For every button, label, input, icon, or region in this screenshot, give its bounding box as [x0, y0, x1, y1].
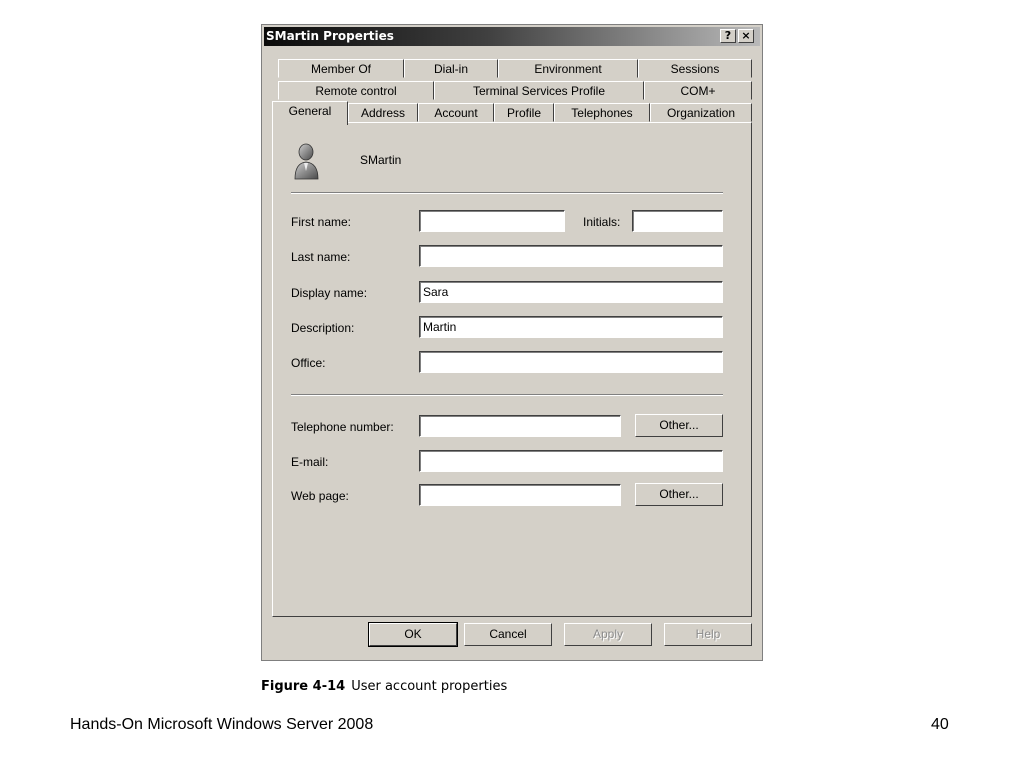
close-icon[interactable]: ×	[738, 29, 754, 43]
first-name-label: First name:	[291, 215, 352, 229]
display-name-label: Display name:	[291, 286, 368, 300]
telephone-field[interactable]	[419, 415, 621, 437]
ok-button[interactable]: OK	[369, 623, 457, 646]
tab-com-plus[interactable]: COM+	[644, 81, 752, 100]
tab-environment[interactable]: Environment	[498, 59, 638, 78]
office-label: Office:	[291, 356, 326, 370]
dialog-title: SMartin Properties	[266, 29, 394, 43]
display-name-field[interactable]: Sara	[419, 281, 723, 303]
web-page-field[interactable]	[419, 484, 621, 506]
tab-profile[interactable]: Profile	[494, 103, 554, 122]
cancel-button[interactable]: Cancel	[464, 623, 552, 646]
page-number: 40	[931, 716, 949, 733]
description-label: Description:	[291, 321, 355, 335]
properties-dialog	[261, 24, 763, 661]
figure-caption	[261, 679, 507, 694]
description-field[interactable]: Martin	[419, 316, 723, 338]
help-icon[interactable]: ?	[720, 29, 736, 43]
separator-middle	[291, 394, 723, 396]
tab-general[interactable]: General	[272, 101, 348, 125]
separator-top	[291, 192, 723, 194]
tab-row-2	[272, 81, 752, 101]
office-field[interactable]	[419, 351, 723, 373]
general-tab-panel	[272, 122, 752, 617]
figure-number: Figure 4-14	[261, 679, 346, 694]
tab-member-of[interactable]: Member Of	[278, 59, 404, 78]
telephone-other-button[interactable]: Other...	[635, 414, 723, 437]
apply-button[interactable]: Apply	[564, 623, 652, 646]
user-icon	[291, 141, 323, 181]
tab-account[interactable]: Account	[418, 103, 494, 122]
email-field[interactable]	[419, 450, 723, 472]
book-title: Hands-On Microsoft Windows Server 2008	[70, 716, 374, 733]
web-page-other-button[interactable]: Other...	[635, 483, 723, 506]
last-name-field[interactable]	[419, 245, 723, 267]
tab-organization[interactable]: Organization	[650, 103, 752, 122]
title-bar	[264, 27, 760, 46]
tab-row-1	[272, 59, 752, 79]
tab-remote-control[interactable]: Remote control	[278, 81, 434, 100]
initials-label: Initials:	[583, 215, 621, 229]
figure-text: User account properties	[351, 679, 508, 694]
last-name-label: Last name:	[291, 250, 351, 264]
email-label: E-mail:	[291, 455, 329, 469]
help-button[interactable]: Help	[664, 623, 752, 646]
tab-dial-in[interactable]: Dial-in	[404, 59, 498, 78]
user-name-label: SMartin	[360, 153, 402, 167]
tab-telephones[interactable]: Telephones	[554, 103, 650, 122]
first-name-field[interactable]	[419, 210, 565, 232]
initials-field[interactable]	[632, 210, 723, 232]
web-page-label: Web page:	[291, 489, 349, 503]
tab-row-3	[272, 103, 752, 123]
telephone-label: Telephone number:	[291, 420, 394, 434]
tab-address[interactable]: Address	[348, 103, 418, 122]
tab-sessions[interactable]: Sessions	[638, 59, 752, 78]
tab-terminal-services-profile[interactable]: Terminal Services Profile	[434, 81, 644, 100]
